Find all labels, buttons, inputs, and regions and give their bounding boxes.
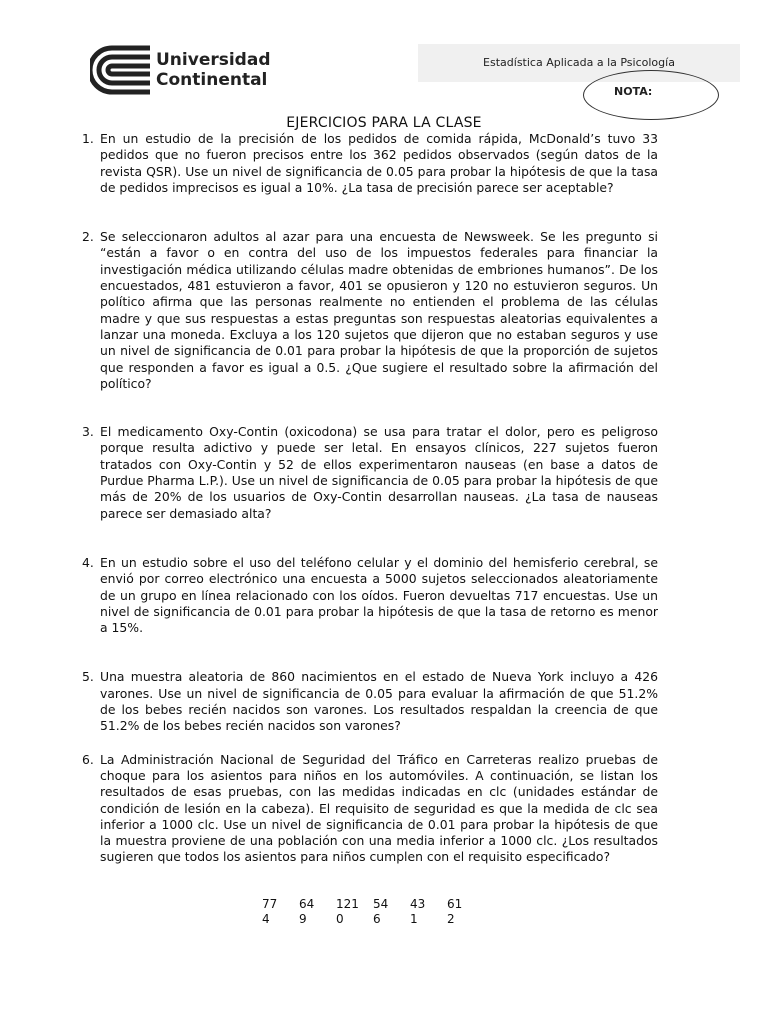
data-value-bottom: 0 xyxy=(336,912,344,926)
exercise-item xyxy=(82,131,658,196)
exercise-text: Una muestra aleatoria de 860 nacimientos en el estado de Nueva York incluyo a 426 varones. Use un nivel de significancia de 0.05 para evaluar la afirmación de que 51.2% de los bebes recién nacidos son varones. Los resultados respaldan la creencia de que 51.2% de los bebes recién nacidos son varones? xyxy=(100,669,658,734)
course-title: Estadística Aplicada a la Psicología xyxy=(483,56,675,69)
exercise-item xyxy=(82,669,658,734)
exercise-number: 1. xyxy=(82,131,94,146)
data-value-top: 54 xyxy=(373,897,389,911)
nota-label: NOTA: xyxy=(614,85,653,98)
university-logo xyxy=(90,44,270,98)
data-value-bottom: 6 xyxy=(373,912,381,926)
data-value-top: 43 xyxy=(410,897,426,911)
logo-wordmark xyxy=(156,50,270,90)
data-value-top: 121 xyxy=(336,897,359,911)
data-cell xyxy=(373,897,410,927)
exercise-text: En un estudio sobre el uso del teléfono celular y el dominio del hemisferio cerebral, se envió por correo electrónico una encuesta a 5000 sujetos seleccionados aleatoriamente de un grupo en línea relacionado con los oídos. Fueron devueltas 717 encuestas. Use un nivel de significancia de 0.01 para probar la hipótesis de que la tasa de retorno es menor a 15%. xyxy=(100,554,658,636)
exercise-item xyxy=(82,229,658,392)
data-value-top: 64 xyxy=(299,897,315,911)
data-cell xyxy=(336,897,373,927)
nota-grade-field[interactable] xyxy=(583,70,719,120)
page-title: EJERCICIOS PARA LA CLASE xyxy=(286,115,482,131)
exercise-number: 6. xyxy=(82,751,94,767)
data-value-bottom: 2 xyxy=(447,912,455,926)
exercise-item xyxy=(82,752,658,866)
data-value-top: 77 xyxy=(262,897,278,911)
logo-line-2: Continental xyxy=(156,70,268,90)
logo-mark-icon xyxy=(90,44,152,96)
clc-data-table xyxy=(262,897,484,927)
logo-line-1: Universidad xyxy=(156,50,271,70)
exercise-number: 4. xyxy=(82,554,94,570)
exercise-text: Se seleccionaron adultos al azar para una encuesta de Newsweek. Se les pregunto si “están a favor o en contra del uso de los impuestos federales para financiar la investigación médica utilizando células madre obtenidas de embriones humanos”. De los encuestados, 481 estuvieron a favor, 401 se opusieron y 120 no estuvieron seguros. Un político afirma que las personas realmente no entienden el problema de las células madre y que sus respuestas a estas preguntas son respuestas aleatorias equivalentes a lanzar una moneda. Excluya a los 120 sujetos que dijeron que no estaban seguros y use un nivel de significancia de 0.01 para probar la hipótesis de que la proporción de sujetos que responden a favor es igual a 0.5. ¿Que sugiere el resultado sobre la afirmación del político? xyxy=(100,229,658,391)
data-value-bottom: 1 xyxy=(410,912,418,926)
data-value-bottom: 4 xyxy=(262,912,270,926)
exercise-number: 5. xyxy=(82,669,94,685)
data-cell xyxy=(299,897,336,927)
exercise-text: En un estudio de la precisión de los pedidos de comida rápida, McDonald’s tuvo 33 pedidos que no fueron precisos entre los 362 pedidos observados (según datos de la revista QSR). Use un nivel de significancia de 0.05 para probar la hipótesis de que la tasa de pedidos imprecisos es igual a 10%. ¿La tasa de precisión parece ser aceptable? xyxy=(100,131,658,195)
exercise-item xyxy=(82,555,658,636)
exercise-list xyxy=(82,131,658,866)
data-value-top: 61 xyxy=(447,897,463,911)
data-cell xyxy=(262,897,299,927)
data-cell xyxy=(447,897,484,927)
exercise-number: 3. xyxy=(82,424,94,440)
exercise-text: La Administración Nacional de Seguridad del Tráfico en Carreteras realizo pruebas de choque para los asientos para niños en los automóviles. A continuación, se listan los resultados de esas pruebas, con las medidas indicadas en clc (unidades estándar de condición de lesión en la cabeza). El requisito de seguridad es que la medida de clc sea inferior a 1000 clc. Use un nivel de significancia de 0.01 para probar la hipótesis de que la muestra proviene de una población con una media inferior a 1000 clc. ¿Los resultados sugieren que todos los asientos para niños cumplen con el requisito especificado? xyxy=(100,751,658,865)
exercise-number: 2. xyxy=(82,229,94,245)
data-cell xyxy=(410,897,447,927)
exercise-item xyxy=(82,424,658,522)
data-value-bottom: 9 xyxy=(299,912,307,926)
exercise-text: El medicamento Oxy-Contin (oxicodona) se usa para tratar el dolor, pero es peligroso porque resulta adictivo y puede ser letal. En ensayos clínicos, 227 sujetos fueron tratados con Oxy-Contin y 52 de ellos experimentaron nauseas (en base a datos de Purdue Pharma L.P.). Use un nivel de significancia de 0.05 para probar la hipótesis de que más de 20% de los usuarios de Oxy-Contin desarrollan nauseas. ¿La tasa de nauseas parece ser demasiado alta? xyxy=(100,424,658,521)
